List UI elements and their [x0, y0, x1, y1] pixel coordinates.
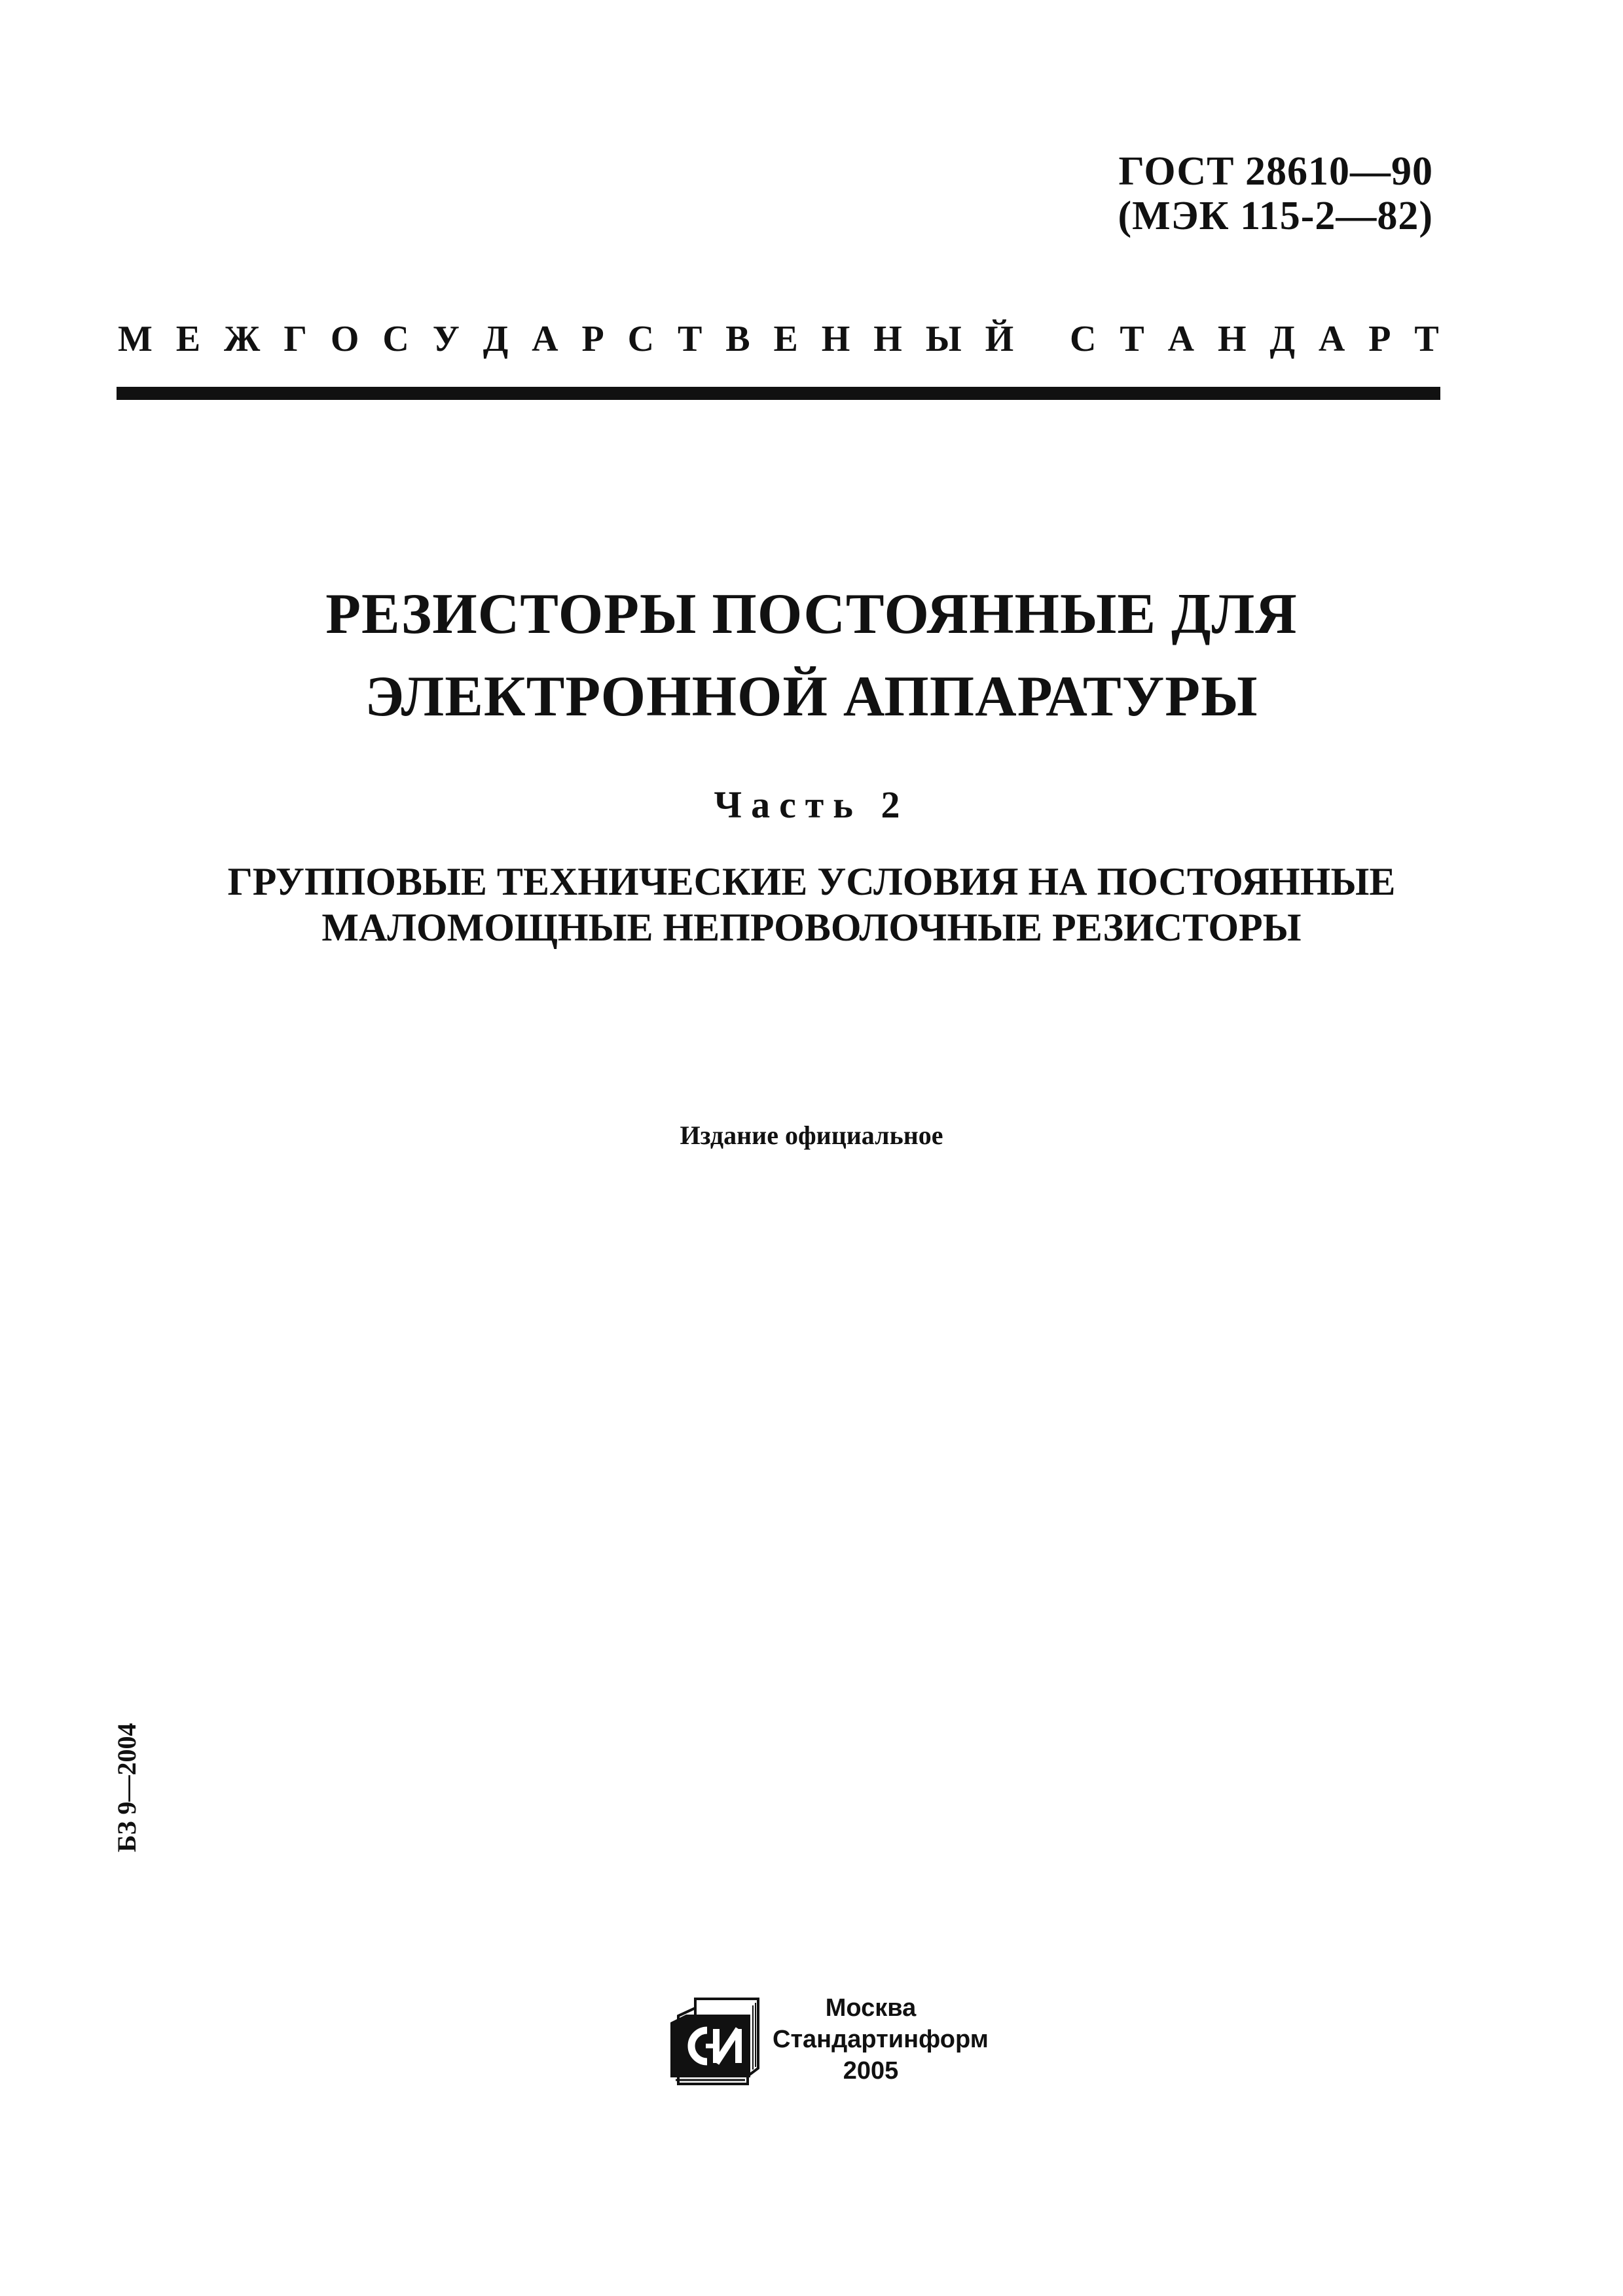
publisher-block [773, 1992, 989, 2087]
standard-type-letter: Ж [224, 319, 261, 359]
standard-type-letter: А [1167, 319, 1195, 359]
standard-type-letter: Д [483, 319, 509, 359]
standard-type-heading [118, 319, 1439, 359]
standard-type-letter: Т [677, 319, 702, 359]
iec-number: (МЭК 115-2—82) [1118, 194, 1433, 238]
edition-note: Издание официальное [680, 1121, 943, 1150]
header-rule [117, 387, 1440, 400]
subtitle-line-1: ГРУППОВЫЕ ТЕХНИЧЕСКИЕ УСЛОВИЯ НА ПОСТОЯННЫЕ [227, 860, 1396, 903]
standard-type-letter: С [382, 319, 409, 359]
publisher-name: Стандартинформ [773, 2026, 989, 2053]
publisher-year: 2005 [843, 2057, 899, 2085]
standard-type-letter: Р [1368, 319, 1391, 359]
gost-number: ГОСТ 28610—90 [1118, 149, 1433, 194]
standard-type-letter: Н [821, 319, 850, 359]
standard-type-letter: М [118, 319, 153, 359]
title-line-2: ЭЛЕКТРОННОЙ АППАРАТУРЫ [365, 665, 1258, 728]
standard-type-letter: Р [581, 319, 604, 359]
standard-type-letter: Г [283, 319, 307, 359]
standard-type-letter: Т [1120, 319, 1144, 359]
standard-type-letter: У [432, 319, 460, 359]
standard-type-letter: А [1318, 319, 1345, 359]
part-label: Часть 2 [714, 783, 909, 826]
publisher-city: Москва [825, 1994, 917, 2022]
standard-type-letter: С [1070, 319, 1097, 359]
standartinform-logo-icon [666, 1996, 762, 2088]
standard-type-letter: Ы [925, 319, 962, 359]
standard-type-letter: Н [1217, 319, 1247, 359]
standard-type-letter: С [627, 319, 655, 359]
standard-type-letter: Е [773, 319, 798, 359]
standard-type-letter: Т [1414, 319, 1439, 359]
standard-designation [1118, 149, 1433, 238]
standard-type-letter: Й [985, 319, 1014, 359]
standard-type-letter: Е [175, 319, 201, 359]
standard-type-letter: О [330, 319, 359, 359]
standard-type-letter: А [532, 319, 558, 359]
standard-type-letter: В [725, 319, 750, 359]
title-line-1: РЕЗИСТОРЫ ПОСТОЯННЫЕ ДЛЯ [325, 583, 1298, 646]
standard-type-gap [1037, 319, 1046, 359]
side-code-text: БЗ 9—2004 [112, 1723, 141, 1852]
standard-type-letter: Н [873, 319, 902, 359]
standard-type-letter: Д [1269, 319, 1295, 359]
document-title [0, 573, 1623, 738]
document-subtitle [0, 859, 1623, 950]
subtitle-line-2: МАЛОМОЩНЫЕ НЕПРОВОЛОЧНЫЕ РЕЗИСТОРЫ [321, 906, 1302, 949]
